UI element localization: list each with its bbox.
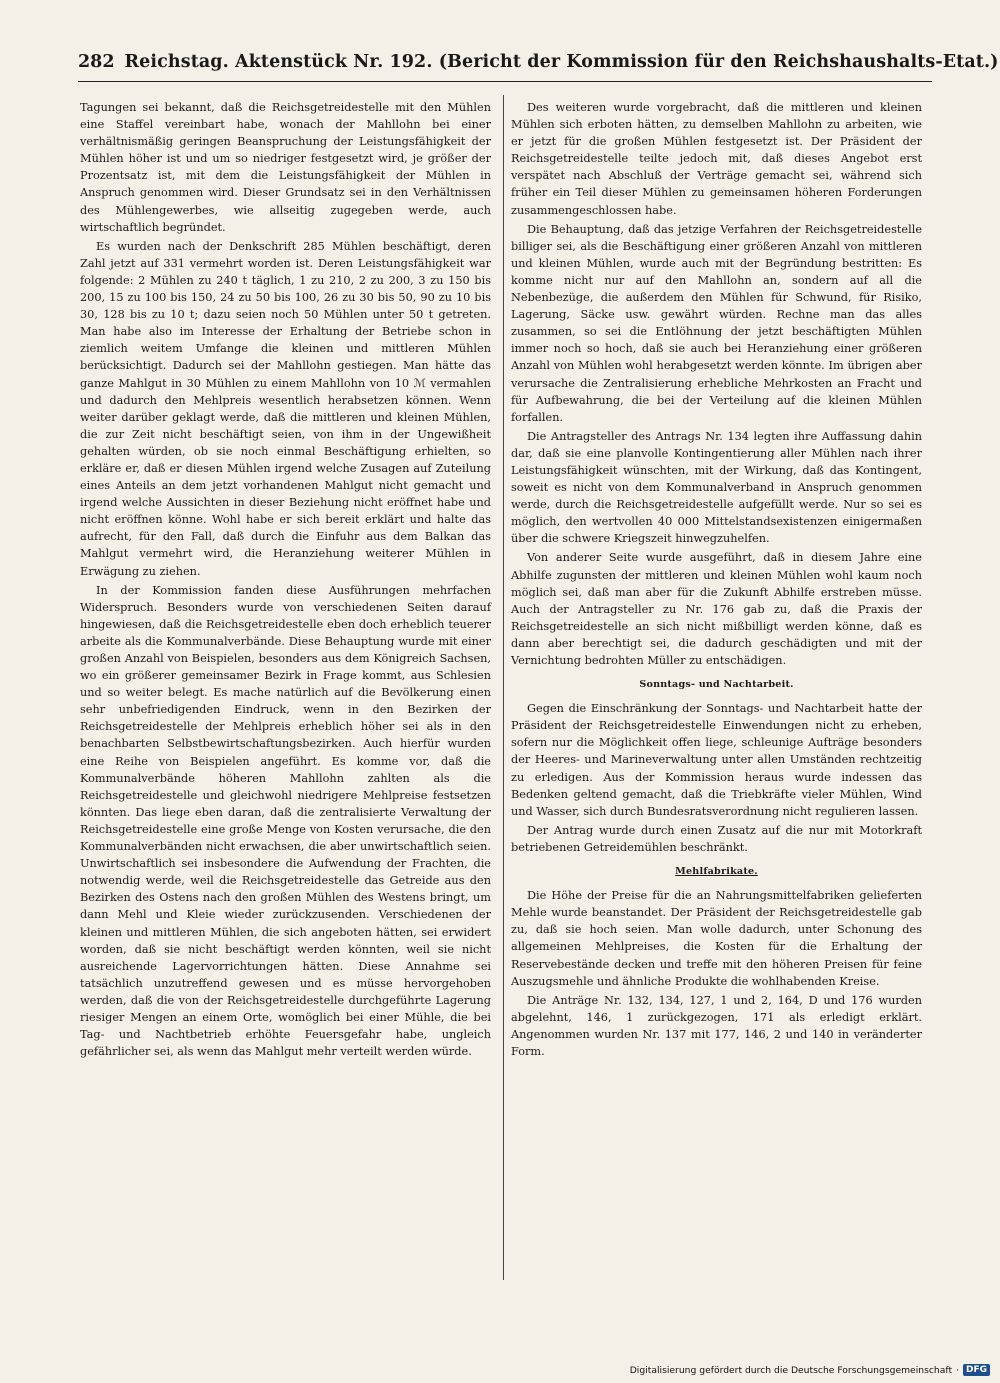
digitization-footer [580, 1364, 990, 1376]
paragraph: Des weiteren wurde vorgebracht, daß die mittleren und kleinen Mühlen sich erboten hätten, zu demselben Mahllohn zu arbeiten, wie er jetzt für die großen Mühlen festgesetzt ist. Der Präsident der Reichsgetreidestelle teilte jedoch mit, daß dieses Angebot erst verspätet nach Abschluß der Verträge gemacht sei, während sich früher ein Teil dieser Mühlen zu gemeinsamen höheren Forderungen zusammengeschlossen habe. [511, 101, 922, 217]
paragraph: Die Behauptung, daß das jetzige Verfahren der Reichsgetreidestelle billiger sei, als die Beschäftigung einer größeren Anzahl von mittleren und kleinen Mühlen, wurde auch mit der Begründung bestritten: Es komme nicht nur auf den Mahllohn an, sondern auf all die Nebenbezüge, die außerdem den Mühlen für Schwund, für Risiko, Lagerung, Säcke usw. gewährt würden. Rechne man das alles zusammen, so sei die Entlöhnung der jetzt beschäftigten Mühlen immer noch so hoch, daß sie auch bei Heranziehung einer größeren Anzahl von Mühlen wohl herabgesetzt werden könnte. Im übrigen aber verursache die Zentralisierung erhebliche Mehrkosten an Fracht und für Aufbewahrung, die bei der Verteilung auf die kleinen Mühlen forfallen. [511, 222, 922, 424]
paragraph: Von anderer Seite wurde ausgeführt, daß in diesem Jahre eine Abhilfe zugunsten der mittleren und kleinen Mühlen wohl kaum noch möglich sei, daß man aber für die Zukunft Abhilfe erstreben müsse. Auch der Antragsteller zu Nr. 176 gab zu, daß die Praxis der Reichsgetreidestelle an sich nicht mißbilligt werden könne, daß es dann aber berechtigt sei, die dadurch geschädigten und mit der Vernichtung bedrohten Müller zu entschädigen. [511, 551, 922, 667]
paragraph: Die Antragsteller des Antrags Nr. 134 legten ihre Auffassung dahin dar, daß sie eine planvolle Kontingentierung aller Mühlen nach ihrer Leistungsfähigkeit wünschten, mit der Wirkung, daß das Kontingent, soweit es nicht von dem Kommunalverband in Anspruch genommen werde, durch die Reichsgetreidestelle aufgefüllt werde. Nur so sei es möglich, den wertvollen 40 000 Mittelstandsexistenzen einigermaßen über die schwere Kriegszeit hinwegzuhelfen. [511, 429, 922, 546]
section-heading-mehlfabrikate: Mehlfabrikate. [675, 866, 758, 878]
section-heading-sonntagsarbeit: Sonntags- und Nachtarbeit. [639, 679, 794, 691]
paragraph: Gegen die Einschränkung der Sonntags- und Nachtarbeit hatte der Präsident der Reichsgetreidestelle Einwendungen nicht zu erheben, sofern nur die Möglichkeit offen liege, schleunige Aufträge besonders der Heeres- und Marineverwaltung unter allen Umständen rechtzeitig zu erledigen. Aus der Kommission heraus wurde indessen das Bedenken geltend gemacht, daß die Triebkräfte vieler Mühlen, Wind und Wasser, sich durch Bundesratsverordnung nicht regulieren lassen. [511, 702, 922, 818]
running-head: Reichstag. Aktenstück Nr. 192. (Bericht der Kommission für den Reichshaushalts-Etat.) [124, 52, 999, 72]
right-column [511, 99, 922, 1062]
paragraph: In der Kommission fanden diese Ausführungen mehrfachen Widerspruch. Besonders wurde von verschiedenen Seiten darauf hingewiesen, daß die Reichsgetreidestelle eben doch erheblich teuerer arbeite als die Kommunalverbände. Diese Behauptung wurde mit einer großen Anzahl von Beispielen, besonders aus dem Königreich Sachsen, wo ein größerer gemeinsamer Bezirk in Frage kommt, aus Schlesien und so weiter belegt. Es mache natürlich auf die Bevölkerung einen sehr unbefriedigenden Eindruck, wenn in den Bezirken der Reichsgetreidestelle der Mehlpreis erheblich höher sei als in den benachbarten Selbstbewirtschaftungsbezirken. Auch hierfür wurden eine Reihe von Beispielen angeführt. Es komme vor, daß die Kommunalverbände höheren Mahllohn zahlten als die Reichsgetreidestelle und gleichwohl niedrigere Mehlpreise festsetzen könnten. Das liege eben daran, daß die zentralisierte Verwaltung der Reichsgetreidestelle eine große Menge von Kosten verursache, die den Kommunalverbänden nicht erwachsen, die aber unwirtschaftlich seien. Unwirtschaftlich sei insbesondere die Aufwendung der Frachten, die notwendig werde, weil die Reichsgetreidestelle das Getreide aus den Bezirken des Ostens nach den großen Mühlen des Westens bringt, um dann Mehl und Kleie wieder zurückzusenden. Verschiedenen der kleinen und mittleren Mühlen, die sich angeboten hätten, sei erwidert worden, daß sie nicht beschäftigt werden könnten, weil sie nicht ausreichende Lagervorrichtungen hätten. Diese Annahme sei tatsächlich unzutreffend gewesen und es müsse hervorgehoben werden, daß die von der Reichsgetreidestelle durchgeführte Lagerung riesiger Mengen an einem Orte, womöglich bei einer Mühle, die bei Tag- und Nachtbetrieb erhöhte Feuersgefahr habe, ungleich gefährlicher sei, als wenn das Mahlgut mehr verteilt werden würde. [80, 583, 491, 1059]
page-number: 282 [78, 52, 115, 72]
page-header [78, 52, 999, 72]
funding-note: Digitalisierung gefördert durch die Deutsche Forschungsgemeinschaft [629, 1364, 953, 1376]
header-rule [78, 81, 932, 82]
footer-separator-dot: · [956, 1364, 959, 1376]
paragraph: Der Antrag wurde durch einen Zusatz auf die nur mit Motorkraft betriebenen Getreidemühlen beschränkt. [511, 823, 922, 854]
column-divider [503, 95, 504, 1280]
paragraph: Die Anträge Nr. 132, 134, 127, 1 und 2, 164, D und 176 wurden abgelehnt, 146, 1 zurückgezogen, 171 als erledigt erklärt. Angenommen wurden Nr. 137 mit 177, 146, 2 und 140 in veränderter Form. [511, 993, 922, 1058]
paragraph: Tagungen sei bekannt, daß die Reichsgetreidestelle mit den Mühlen eine Staffel vereinbart habe, wonach der Mahllohn bei einer verhältnismäßig geringen Beanspruchung der Leistungsfähigkeit der Mühlen höher ist und um so niedriger festgesetzt wird, je größer der Prozentsatz ist, mit dem die Leistungsfähigkeit der Mühlen in Anspruch genommen wird. Dieser Grundsatz sei in den Verhältnissen des Mühlengewerbes, wie allseitig zugegeben werde, auch wirtschaftlich begründet. [80, 101, 491, 234]
paragraph: Es wurden nach der Denkschrift 285 Mühlen beschäftigt, deren Zahl jetzt auf 331 vermehrt worden ist. Deren Leistungsfähigkeit war folgende: 2 Mühlen zu 240 t täglich, 1 zu 210, 2 zu 200, 3 zu 150 bis 200, 15 zu 100 bis 150, 24 zu 50 bis 100, 26 zu 30 bis 50, 90 zu 10 bis 30, 128 bis zu 10 t; dazu seien noch 50 Mühlen unter 50 t getreten. Man habe also im Interesse der Erhaltung der Betriebe schon in ziemlich weitem Umfange die kleinen und mittleren Mühlen berücksichtigt. Dadurch sei der Mahllohn gestiegen. Man hätte das ganze Mahlgut in 30 Mühlen zu einem Mahllohn von 10 ℳ vermahlen und dadurch den Mehlpreis wesentlich herabsetzen können. Wenn weiter darüber geklagt werde, daß die mittleren und kleinen Mühlen, die zur Zeit nicht beschäftigt seien, von ihm in der Ungewißheit gehalten würden, ob sie noch einmal Beschäftigung erhielten, so erkläre er, daß er diesen Mühlen irgend welche Zusagen auf Zuteilung eines Anteils an dem jetzt vorhandenen Mahlgut nicht gemacht und irgend welche Aussichten in dieser Beziehung nicht eröffnet habe und nicht eröffnen könne. Wohl habe er sich bereit erklärt und halte das aufrecht, für den Fall, daß durch die Einfuhr aus dem Balkan das Mahlgut vermehrt wird, die Heranziehung weiterer Mühlen in Erwägung zu ziehen. [80, 239, 491, 578]
dfg-logo: DFG [963, 1364, 990, 1376]
paragraph: Die Höhe der Preise für die an Nahrungsmittelfabriken gelieferten Mehle wurde beanstandet. Der Präsident der Reichsgetreidestelle gab zu, daß sie hoch seien. Man wolle dadurch, unter Schonung des allgemeinen Mehlpreises, die Kosten für die Erhaltung der Reservebestände decken und treffe mit den höheren Preisen für feine Auszugsmehle und ähnliche Produkte die wohlhabenden Kreise. [511, 889, 922, 988]
left-column [80, 99, 491, 1062]
